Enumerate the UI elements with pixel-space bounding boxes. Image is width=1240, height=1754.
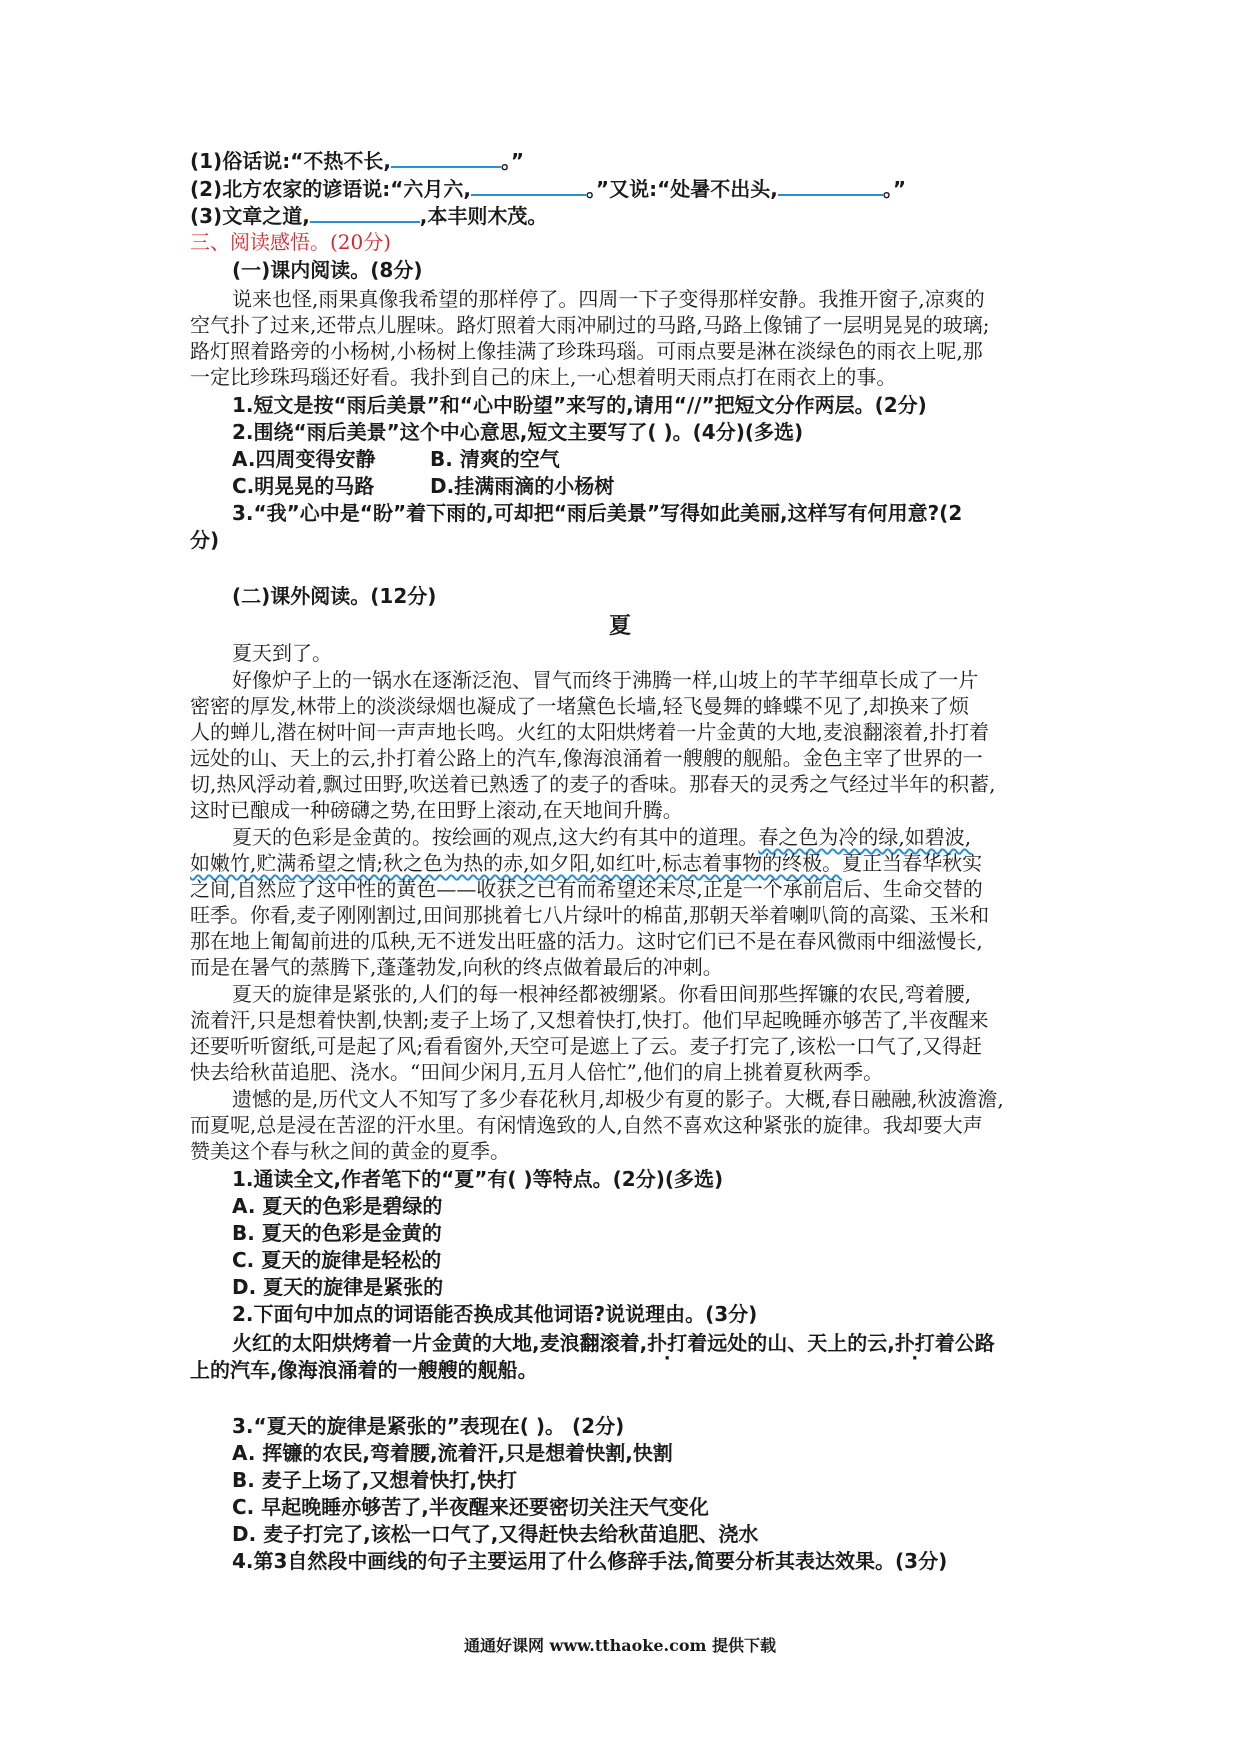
article-p5-line: 遗憾的是,历代文人不知写了多少春花秋月,却极少有夏的影子。大概,春日融融,秋波澹澹, (232, 1087, 1004, 1111)
answer-blank-4[interactable] (310, 203, 420, 223)
article-paragraph-1: 夏天到了。 (232, 641, 332, 665)
article-p4-line: 快去给秋苗追肥、浇水。“田间少闲月,五月人倍忙”,他们的肩上挑着夏秋两季。 (190, 1060, 884, 1084)
inclass-heading: (一)课内阅读。(8分) (232, 258, 423, 282)
underlined-sentence: 春之色为冷的绿,如碧波, (758, 825, 972, 849)
article-p3-line: 而是在暑气的蒸腾下,蓬蓬勃发,向秋的终点做着最后的冲刺。 (190, 955, 723, 979)
dotted-word: 扑打 (894, 1331, 935, 1355)
article-p5-line: 而夏呢,总是浸在苦涩的汗水里。有闲情逸致的人,自然不喜欢这种紧张的旋律。我却要大声 (190, 1113, 983, 1137)
answer-blank-2[interactable] (471, 176, 586, 196)
article-p4-line: 夏天的旋律是紧张的,人们的每一根神经都被绷紧。你看田间那些挥镰的农民,弯着腰, (232, 982, 972, 1006)
inclass-paragraph-line: 路灯照着路旁的小杨树,小杨树上像挂满了珍珠玛瑙。可雨点要是淋在淡绿色的雨衣上呢,那 (190, 339, 983, 363)
answer-blank-1[interactable] (391, 148, 501, 168)
inclass-paragraph-line: 空气扑了过来,还带点儿腥味。路灯照着大雨冲刷过的马路,马路上像铺了一层明晃晃的玻璃; (190, 313, 990, 337)
outclass-heading: (二)课外阅读。(12分) (232, 584, 437, 608)
dotted-word: 扑打 (647, 1331, 688, 1355)
article-p3-line: 之间,自然应了这中性的黄色——收获之已有而希望还未尽,正是一个承前启后、生命交替的 (190, 877, 983, 901)
article-p4-line: 流着汗,只是想着快割,快割;麦子上场了,又想着快打,快打。他们早起晚睡亦够苦了,半夜醒来 (190, 1008, 989, 1032)
article-p4-line: 还要听听窗纸,可是起了风;看看窗外,天空可是遮上了云。麦子打完了,该松一口气了,又得赶 (190, 1034, 983, 1058)
inclass-question-3: 3.“我”心中是“盼”着下雨的,可却把“雨后美景”写得如此美丽,这样写有何用意?(2 (232, 501, 963, 525)
fill-question-2: (2)北方农家的谚语说:“六月六, 。”又说:“处暑不出头, 。” (190, 177, 906, 201)
section-3-title: 三、阅读感悟。(20分) (190, 230, 392, 254)
article-p3-line-1: 夏天的色彩是金黄的。按绘画的观点,这大约有其中的道理。春之色为冷的绿,如碧波, (232, 825, 972, 849)
article-p2-line: 远处的山、天上的云,扑打着公路上的汽车,像海浪涌着一艘艘的舰船。金色主宰了世界的一 (190, 746, 983, 770)
inclass-paragraph-line: 一定比珍珠玛瑙还好看。我扑到自己的床上,一心想着明天雨点打在雨衣上的事。 (190, 365, 897, 389)
inclass-question-3-cont: 分) (190, 528, 220, 552)
outclass-question-4: 4.第3自然段中画线的句子主要运用了什么修辞手法,简要分析其表达效果。(3分) (232, 1549, 948, 1573)
answer-blank-3[interactable] (778, 176, 883, 196)
outclass-q1-option: A. 夏天的色彩是碧绿的 (232, 1194, 443, 1218)
inclass-q2-option-d: D.挂满雨滴的小杨树 (430, 474, 615, 498)
inclass-q2-option-b: B. 清爽的空气 (430, 447, 560, 471)
outclass-q3-option: B. 麦子上场了,又想着快打,快打 (232, 1468, 517, 1492)
fill-question-1: (1)俗话说:“不热不长, 。” (190, 149, 525, 173)
article-p2-line: 切,热风浮动着,飘过田野,吹送着已熟透了的麦子的香味。那春天的灵秀之气经过半年的积蓄, (190, 772, 996, 796)
outclass-q2-sentence-2: 上的汽车,像海浪涌着的一艘艘的舰船。 (190, 1358, 538, 1382)
article-p3-line-2: 如嫩竹,贮满希望之情;秋之色为热的赤,如夕阳,如红叶,标志着事物的终极。夏正当春华秋实 (190, 851, 983, 875)
inclass-q2-option-c: C.明晃晃的马路 (232, 474, 375, 498)
inclass-question-2: 2.围绕“雨后美景”这个中心意思,短文主要写了( )。(4分)(多选) (232, 420, 804, 444)
article-p3-line: 旺季。你看,麦子刚刚割过,田间那挑着七八片绿叶的棉苗,那朝天举着喇叭筒的高粱、玉米和 (190, 903, 990, 927)
outclass-q1-option: D. 夏天的旋律是紧张的 (232, 1275, 444, 1299)
article-p2-line: 人的蝉儿,潜在树叶间一声声地长鸣。火红的太阳烘烤着一片金黄的大地,麦浪翻滚着,扑打着 (190, 720, 990, 744)
inclass-question-1: 1.短文是按“雨后美景”和“心中盼望”来写的,请用“//”把短文分作两层。(2分) (232, 393, 927, 417)
outclass-q3-option: A. 挥镰的农民,弯着腰,流着汗,只是想着快割,快割 (232, 1441, 673, 1465)
article-p2-line: 密密的厚发,林带上的淡淡绿烟也凝成了一堵黛色长墙,轻飞曼舞的蜂蝶不见了,却换来了烦 (190, 694, 970, 718)
outclass-q1-option: B. 夏天的色彩是金黄的 (232, 1221, 442, 1245)
article-p3-line: 那在地上匍匐前进的瓜秧,无不迸发出旺盛的活力。这时它们已不是在春风微雨中细滋慢长, (190, 929, 983, 953)
outclass-q3-option: D. 麦子打完了,该松一口气了,又得赶快去给秋苗追肥、浇水 (232, 1522, 759, 1546)
outclass-question-3: 3.“夏天的旋律是紧张的”表现在( )。 (2分) (232, 1414, 625, 1438)
underlined-sentence: 如嫩竹,贮满希望之情;秋之色为热的赤,如夕阳,如红叶,标志着事物的终极。 (190, 851, 843, 875)
article-p2-line: 这时已酿成一种磅礴之势,在田野上滚动,在天地间升腾。 (190, 798, 683, 822)
inclass-q2-option-a: A.四周变得安静 (232, 447, 376, 471)
article-title: 夏 (608, 613, 631, 639)
outclass-question-1: 1.通读全文,作者笔下的“夏”有( )等特点。(2分)(多选) (232, 1167, 724, 1191)
article-p2-line: 好像炉子上的一锅水在逐渐泛泡、冒气而终于沸腾一样,山坡上的芊芊细草长成了一片 (232, 668, 979, 692)
outclass-q1-option: C. 夏天的旋律是轻松的 (232, 1248, 442, 1272)
fill-question-3: (3)文章之道, ,本丰则木茂。 (190, 204, 548, 228)
outclass-q3-option: C. 早起晚睡亦够苦了,半夜醒来还要密切关注天气变化 (232, 1495, 709, 1519)
outclass-q2-sentence-1: 火红的太阳烘烤着一片金黄的大地,麦浪翻滚着,扑打着远处的山、天上的云,扑打着公路 (232, 1331, 995, 1355)
inclass-paragraph-line: 说来也怪,雨果真像我希望的那样停了。四周一下子变得那样安静。我推开窗子,凉爽的 (232, 287, 985, 311)
outclass-question-2: 2.下面句中加点的词语能否换成其他词语?说说理由。(3分) (232, 1302, 758, 1326)
article-p5-line: 赞美这个春与秋之间的黄金的夏季。 (190, 1139, 510, 1163)
page-footer: 通通好课网 www.tthaoke.com 提供下载 (463, 1636, 777, 1655)
